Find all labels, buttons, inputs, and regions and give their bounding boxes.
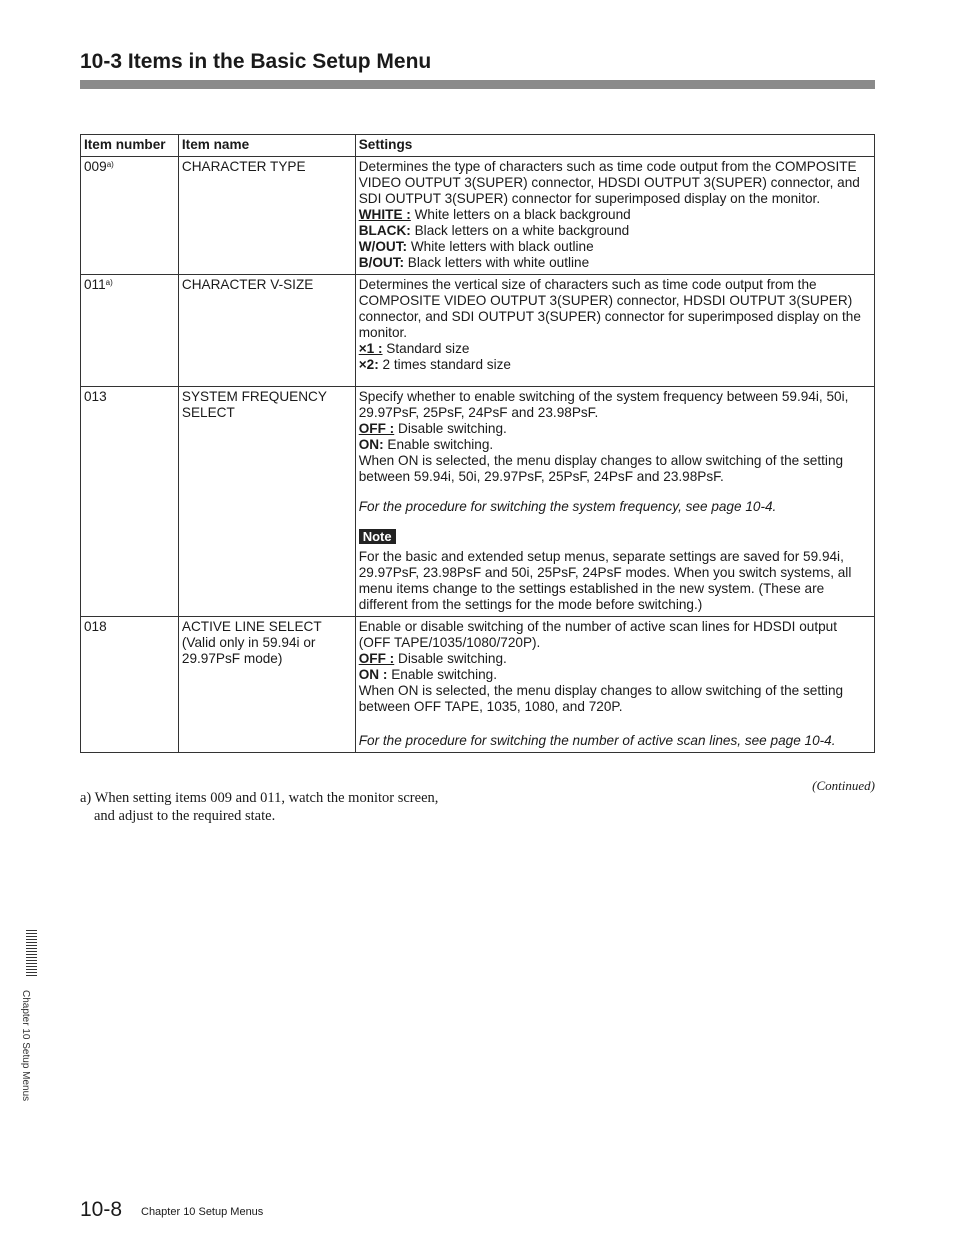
table-row — [81, 157, 875, 275]
side-chapter-label: Chapter 10 Setup Menus — [20, 990, 31, 1102]
option-line — [359, 239, 871, 255]
column-header-item-name: Item name — [178, 135, 355, 157]
item-number: 009 — [84, 159, 107, 174]
item-name: CHARACTER V-SIZE — [178, 275, 355, 387]
settings-cell — [355, 275, 874, 387]
settings-description: Determines the vertical size of characters such as time code output from the COMPOSITE VIDEO OUTPUT 3(SUPER) connector, HDSDI OUTPUT 3(SUPER) connector, and SDI OUTPUT 3(SUPER) connector for superimposed display on the monitor. — [358, 277, 861, 340]
option-line — [359, 437, 871, 453]
section-title: 10-3 Items in the Basic Setup Menu — [80, 50, 432, 73]
option-text: White letters with black outline — [407, 239, 594, 254]
option-key: B/OUT: — [358, 255, 405, 270]
settings-description-extra: When ON is selected, the menu display changes to allow switching of the setting between OFF TAPE, 1035, 1080, and 720P. — [358, 683, 844, 714]
option-key: W/OUT: — [358, 239, 408, 254]
item-number-cell — [81, 157, 179, 275]
column-header-settings: Settings — [355, 135, 874, 157]
option-line — [359, 207, 871, 223]
spacer — [359, 485, 871, 499]
spacer — [359, 373, 871, 383]
option-key-default: ×1 : — [358, 341, 383, 356]
note-text: For the basic and extended setup menus, separate settings are saved for 59.94i, 29.97PsF, 23.98PsF and 50i, 25PsF, 24PsF modes. When you switch systems, all menu items change to the settings established in the new system. (These are different from the settings for the mode before switching.) — [358, 549, 852, 612]
continued-label: (Continued) — [812, 778, 875, 793]
table-row — [81, 617, 875, 753]
page-number: 10-8 — [80, 1198, 123, 1221]
option-text: Standard size — [382, 341, 470, 356]
note-heading — [359, 529, 871, 545]
footnote-marker: a) — [106, 160, 114, 169]
option-key: ON: — [358, 437, 384, 452]
option-text: White letters on a black background — [410, 207, 631, 222]
settings-description: Determines the type of characters such as time code output from the COMPOSITE VIDEO OUTPUT 3(SUPER) connector, HDSDI OUTPUT 3(SUPER) connector, and SDI OUTPUT 3(SUPER) connector for superimposed display on the monitor. — [358, 159, 860, 206]
item-number: 011 — [84, 277, 106, 292]
option-line — [359, 341, 871, 357]
option-key-default: OFF : — [358, 651, 395, 666]
note-label: Note — [359, 529, 396, 544]
option-key-default: WHITE : — [358, 207, 411, 222]
item-name: ACTIVE LINE SELECT (Valid only in 59.94i or 29.97PsF mode) — [178, 617, 355, 753]
footer-chapter-label: Chapter 10 Setup Menus — [141, 1206, 264, 1218]
option-key: BLACK: — [358, 223, 411, 238]
option-line — [359, 421, 871, 437]
option-text: Black letters with white outline — [404, 255, 590, 270]
table-header-row — [81, 135, 875, 157]
option-line — [359, 223, 871, 239]
settings-cell — [355, 157, 874, 275]
setup-menu-table — [80, 134, 875, 753]
settings-cell — [355, 387, 874, 617]
item-name: SYSTEM FREQUENCY SELECT — [178, 387, 355, 617]
column-header-item-number: Item number — [81, 135, 179, 157]
item-number: 013 — [81, 387, 179, 617]
option-key: ×2: — [358, 357, 379, 372]
settings-description: Enable or disable switching of the number of active scan lines for HDSDI output (OFF TAPE/1035/1080/720P). — [358, 619, 838, 650]
spacer — [359, 515, 871, 529]
option-text: 2 times standard size — [378, 357, 511, 372]
settings-description: Specify whether to enable switching of the system frequency between 59.94i, 50i, 29.97PsF, 25PsF, 24PsF and 23.98PsF. — [358, 389, 849, 420]
settings-description-extra: When ON is selected, the menu display changes to allow switching of the setting between 59.94i, 50i, 29.97PsF, 25PsF, 24PsF and 23.98PsF. — [358, 453, 844, 484]
option-text: Enable switching. — [387, 667, 497, 682]
title-rule — [80, 80, 875, 89]
settings-cell — [355, 617, 874, 753]
page-reference: For the procedure for switching the system frequency, see page 10-4. — [358, 499, 777, 514]
item-name: CHARACTER TYPE — [178, 157, 355, 275]
option-text: Black letters on a white background — [410, 223, 630, 238]
item-number: 018 — [81, 617, 179, 753]
option-line — [359, 255, 871, 271]
spacer — [359, 715, 871, 733]
option-line — [359, 667, 871, 683]
option-key: ON : — [358, 667, 388, 682]
footnote-text: a) When setting items 009 and 011, watch the monitor screen, and adjust to the required state. — [80, 790, 439, 824]
option-key-default: OFF : — [358, 421, 395, 436]
option-text: Enable switching. — [383, 437, 494, 452]
table-row — [81, 275, 875, 387]
chapter-tab-marker — [26, 930, 37, 978]
footnote-marker: a) — [105, 278, 113, 287]
option-text: Disable switching. — [394, 651, 507, 666]
option-line — [359, 357, 871, 373]
item-number-cell — [81, 275, 179, 387]
footnote — [80, 789, 440, 825]
option-text: Disable switching. — [394, 421, 507, 436]
page-reference: For the procedure for switching the number of active scan lines, see page 10-4. — [358, 733, 836, 748]
option-line — [359, 651, 871, 667]
table-row — [81, 387, 875, 617]
